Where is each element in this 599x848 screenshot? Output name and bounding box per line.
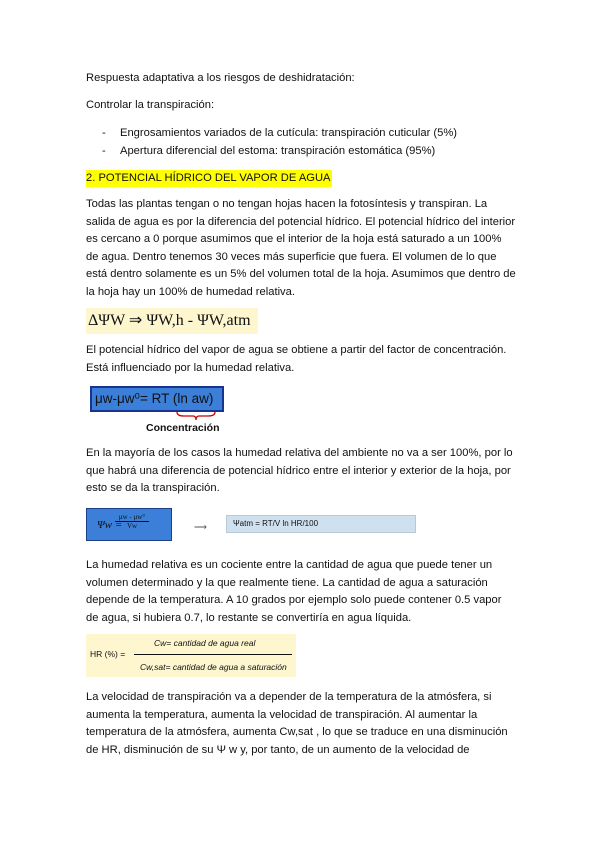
equation-psi-fraction [115,513,149,530]
equation-psi-lhs: Ψw = [97,519,123,531]
intro-line: Respuesta adaptativa a los riesgos de deshidratación: [86,72,355,84]
bullet-list [102,125,457,160]
equation-water-potential-difference: ΔΨW ⇒ ΨW,h - ΨW,atm [86,308,258,334]
equation-hr-denominator: Cw,sat= cantidad de agua a saturación [140,662,287,672]
fraction-line [134,654,292,655]
paragraph-relative-humidity: En la mayoría de los casos la humedad relativa del ambiente no va a ser 100%, por lo que habrá una diferencia de potencial hídrico entre el interior y exterior de la hoja, por esto se da la transpiración. [86,447,513,495]
bullet-marker: - [102,127,106,139]
control-transpiration-line: Controlar la transpiración: [86,99,215,111]
equation-chemical-potential: μw-μw⁰= RT (ln aw) [90,386,224,412]
paragraph-plants: Todas las plantas tengan o no tengan hojas hacen la fotosíntesis y transpiran. La salida de agua es por la diferencia del potencial hídrico. El potencial hídrico del interior es cercano a 0 porque asumimos que el interior de la hoja está saturado a un 100% de agua. Dentro tenemos 30 veces más superficie que fuera. El volumen de lo que está dentro solamente es un 5% del volumen total de la hoja. Asumimos que dentro de la hoja hay un 100% de humedad relativa. [86,198,516,298]
equation-water-potential-atm [86,508,332,541]
equation-hr-lhs: HR (%) = [90,649,126,659]
equation-hr-numerator: Cw= cantidad de agua real [154,638,256,648]
brace-icon [176,411,216,421]
list-item [102,143,457,161]
equation-psi-numerator: μw - μw° [115,513,149,522]
equation-relative-humidity [86,634,296,677]
paragraph-transpiration-speed: La velocidad de transpiración va a depender de la temperatura de la atmósfera, si aumenta la temperatura, aumenta la velocidad de transpiración. Al aumentar la temperatura de la atmósfera, aumenta Cw,sat , lo que se traduce en una disminución de HR, disminución de su Ψ w y, por tanto, de un aumento de la velocidad de [86,691,508,756]
equation-psi-box [86,508,172,541]
bullet-marker: - [102,144,106,157]
paragraph-vapor-potential: El potencial hídrico del vapor de agua se obtiene a partir del factor de concentración. Está influenciado por la humedad relativa. [86,344,507,374]
concentration-label: Concentración [146,422,220,434]
section-heading: 2. POTENCIAL HÍDRICO DEL VAPOR DE AGUA [86,170,332,187]
list-item-text: Apertura diferencial del estoma: transpiración estomática (95%) [120,144,436,157]
list-item [102,125,457,143]
list-item-text: Engrosamientos variados de la cutícula: transpiración cuticular (5%) [120,127,458,139]
equation-chemical-potential-figure [90,386,230,436]
paragraph-humidity-ratio: La humedad relativa es un cociente entre la cantidad de agua que puede tener un volumen determinado y la que realmente tiene. La cantidad de agua a saturación depende de la temperatura. A 10 grados por ejemplo solo puede contener 0.5 vapor de agua, si hubiera 0.7, lo restante se convertiría en agua líquida. [86,559,502,624]
equation-psi-denominator: Vw [126,522,138,530]
arrow-right-icon: ⟶ [194,522,207,532]
equation-psi-atm: Ψatm = RT/V ln HR/100 [226,515,416,533]
